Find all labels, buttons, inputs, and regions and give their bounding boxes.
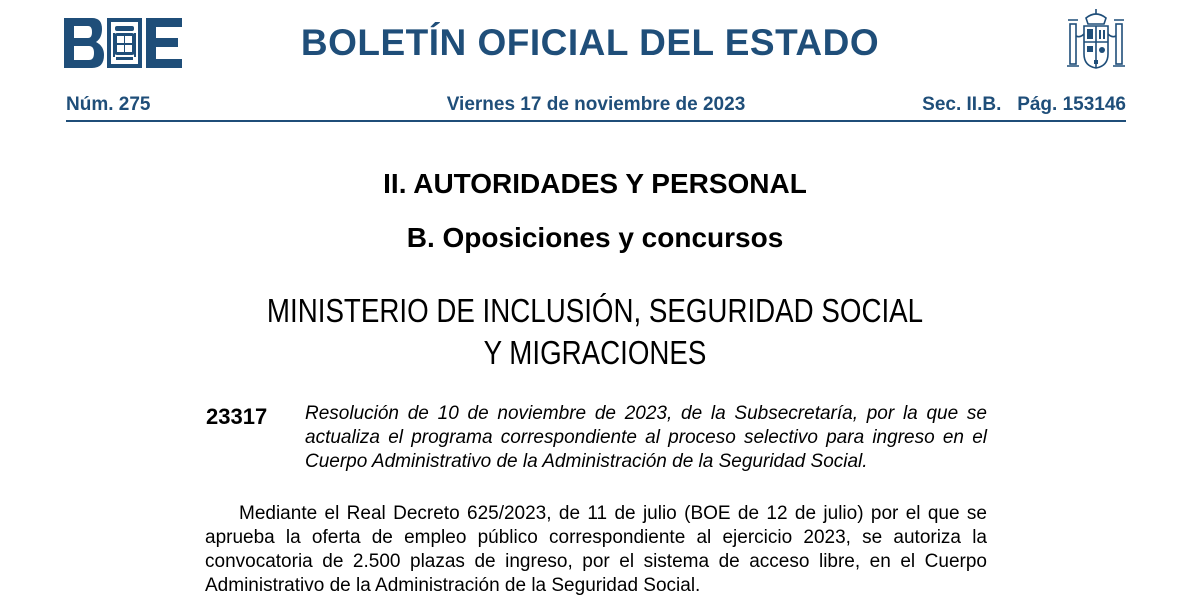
ministry-line-2: Y MIGRACIONES [483,334,707,371]
gazette-title: BOLETÍN OFICIAL DEL ESTADO [300,22,880,63]
subsection-title: B. Oposiciones y concursos [406,222,784,253]
issue-number: Núm. 275 [66,94,151,115]
body-paragraph: Mediante el Real Decreto 625/2023, de 11 de julio (BOE de 12 de julio) por el que se aprueba la oferta de empleo público correspondiente al ejercicio 2023, se autoriza la convocatoria de 2.500 plazas de ingreso, por el sistema de acceso libre, en el Cuerpo Administrativo de la Administración de la Seguridad Social. [205,503,987,596]
resolution-title: Resolución de 10 de noviembre de 2023, de la Subsecretaría, por la que se actualiza el programa correspondiente al proceso selectivo para ingreso en el Cuerpo Administrativo de la Administración de la Seguridad Social. [305,403,987,472]
header-divider [66,120,1126,122]
boe-logo [64,18,184,68]
entry-number: 23317 [206,404,268,429]
document-header [0,0,1200,130]
ministry-heading [95,290,1095,374]
issue-date: Viernes 17 de noviembre de 2023 [446,94,746,115]
ministry-line-1: MINISTERIO DE INCLUSIÓN, SEGURIDAD SOCIAL [266,292,924,329]
section-page-ref: Sec. II.B. Pág. 153146 [922,94,1126,115]
section-title: II. AUTORIDADES Y PERSONAL [383,168,807,199]
issue-info-bar [66,94,1126,116]
coat-of-arms-icon [1064,8,1128,74]
